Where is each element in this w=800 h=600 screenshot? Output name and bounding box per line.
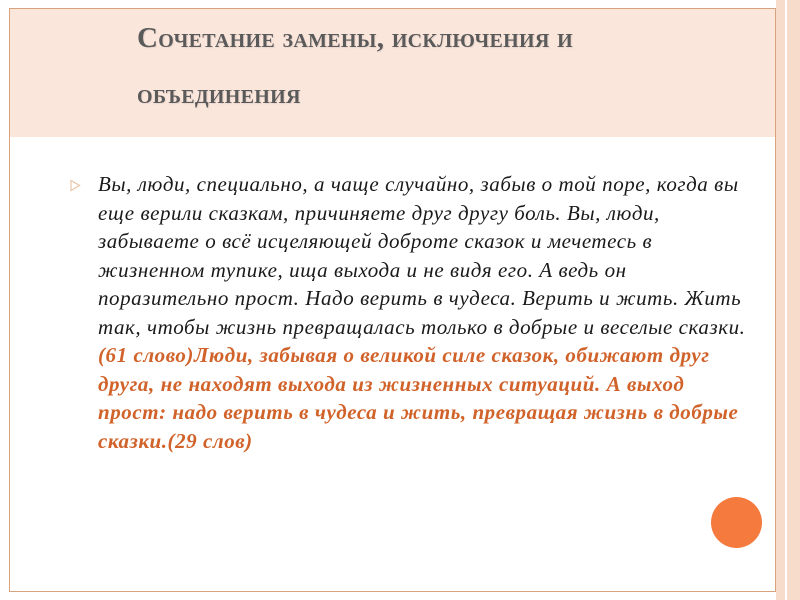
orange-circle-decoration [711,497,762,548]
bullet-icon [70,179,81,192]
slide-title [137,10,737,122]
slide-title-line-2: объединения [137,78,301,110]
body-text-normal: Вы, люди, специально, а чаще случайно, забыв о той поре, когда вы еще верили сказкам, причиняете друг другу боль. Вы, люди, забываете о всё исцеляющей доброте сказок и мечетесь в жизненном тупике, ища выхода и не видя его. А ведь он поразительно прост. Надо верить в чудеса. Верить и жить. Жить так, чтобы жизнь превращалась только в добрые и веселые сказки. [98,172,746,339]
right-decorative-line [785,0,787,600]
right-decorative-strip [776,0,800,600]
body-text-accent: (61 слово)Люди, забывая о великой силе сказок, обижают друг друга, не находят выхода из жизненных ситуаций. А выход прост: надо верить в чудеса и жить, превращая жизнь в добрые сказки.(29 слов) [98,343,739,453]
slide-title-line-1: Сочетание замены, исключения и [137,22,573,54]
body-paragraph [98,170,758,455]
